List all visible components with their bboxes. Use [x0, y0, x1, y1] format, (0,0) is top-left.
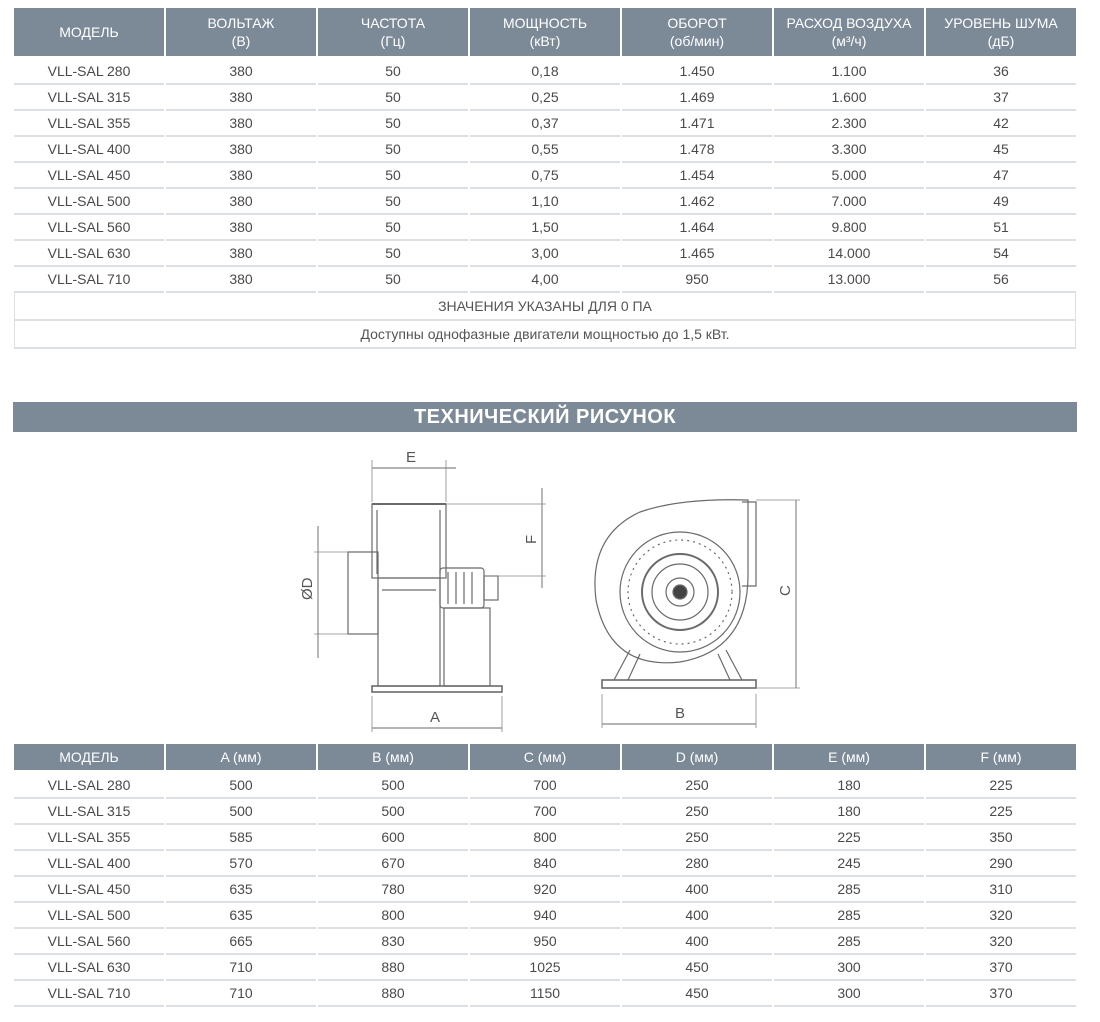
value-cell: 50	[318, 267, 468, 293]
spec-table-row	[14, 59, 1076, 85]
value-cell: 380	[166, 241, 316, 267]
spec-table-row	[14, 85, 1076, 111]
value-cell: 290	[926, 851, 1076, 877]
value-cell: 4,00	[470, 267, 620, 293]
value-cell: 0,75	[470, 163, 620, 189]
value-cell: 225	[926, 799, 1076, 825]
value-cell: 1025	[470, 955, 620, 981]
spec-note-single-phase: Доступны однофазные двигатели мощностью до 1,5 кВт.	[14, 321, 1076, 349]
spec-header-airflow: РАСХОД ВОЗДУХА (м³/ч)	[774, 8, 924, 59]
dim-table-row	[14, 955, 1076, 981]
value-cell: 880	[318, 981, 468, 1007]
value-cell: 400	[622, 903, 772, 929]
spec-header-row	[14, 8, 1076, 59]
dimensions-table	[12, 744, 1078, 1007]
fan-side-view	[314, 460, 546, 732]
spec-header-frequency: ЧАСТОТА (Гц)	[318, 8, 468, 59]
value-cell: 50	[318, 163, 468, 189]
model-cell: VLL-SAL 280	[14, 59, 164, 85]
model-cell: VLL-SAL 400	[14, 137, 164, 163]
spec-table-row	[14, 267, 1076, 293]
value-cell: 370	[926, 981, 1076, 1007]
value-cell: 570	[166, 851, 316, 877]
value-cell: 780	[318, 877, 468, 903]
model-cell: VLL-SAL 500	[14, 189, 164, 215]
dim-table-row	[14, 799, 1076, 825]
value-cell: 250	[622, 825, 772, 851]
model-cell: VLL-SAL 500	[14, 903, 164, 929]
value-cell: 45	[926, 137, 1076, 163]
dim-table-row	[14, 903, 1076, 929]
value-cell: 14.000	[774, 241, 924, 267]
value-cell: 50	[318, 215, 468, 241]
value-cell: 180	[774, 773, 924, 799]
spec-header-model: МОДЕЛЬ	[14, 8, 164, 59]
spec-header-rpm: ОБОРОТ (об/мин)	[622, 8, 772, 59]
value-cell: 250	[622, 799, 772, 825]
spec-table-row	[14, 137, 1076, 163]
fan-front-view	[595, 500, 800, 728]
value-cell: 950	[622, 267, 772, 293]
dim-table-row	[14, 825, 1076, 851]
value-cell: 5.000	[774, 163, 924, 189]
value-cell: 1,50	[470, 215, 620, 241]
value-cell: 280	[622, 851, 772, 877]
value-cell: 50	[318, 137, 468, 163]
value-cell: 320	[926, 929, 1076, 955]
value-cell: 245	[774, 851, 924, 877]
value-cell: 920	[470, 877, 620, 903]
value-cell: 0,25	[470, 85, 620, 111]
dim-header-d: D (мм)	[622, 744, 772, 773]
value-cell: 500	[318, 799, 468, 825]
value-cell: 940	[470, 903, 620, 929]
value-cell: 225	[926, 773, 1076, 799]
value-cell: 49	[926, 189, 1076, 215]
value-cell: 1,10	[470, 189, 620, 215]
spec-header-noise: УРОВЕНЬ ШУМА (дБ)	[926, 8, 1076, 59]
value-cell: 37	[926, 85, 1076, 111]
value-cell: 450	[622, 981, 772, 1007]
value-cell: 710	[166, 981, 316, 1007]
value-cell: 370	[926, 955, 1076, 981]
value-cell: 380	[166, 267, 316, 293]
spec-table-row	[14, 163, 1076, 189]
value-cell: 0,18	[470, 59, 620, 85]
model-cell: VLL-SAL 710	[14, 267, 164, 293]
value-cell: 1150	[470, 981, 620, 1007]
value-cell: 880	[318, 955, 468, 981]
model-cell: VLL-SAL 710	[14, 981, 164, 1007]
spec-header-voltage: ВОЛЬТАЖ (В)	[166, 8, 316, 59]
value-cell: 830	[318, 929, 468, 955]
value-cell: 42	[926, 111, 1076, 137]
value-cell: 1.454	[622, 163, 772, 189]
value-cell: 1.462	[622, 189, 772, 215]
value-cell: 250	[622, 773, 772, 799]
value-cell: 13.000	[774, 267, 924, 293]
value-cell: 285	[774, 903, 924, 929]
model-cell: VLL-SAL 450	[14, 163, 164, 189]
value-cell: 320	[926, 903, 1076, 929]
value-cell: 47	[926, 163, 1076, 189]
value-cell: 400	[622, 877, 772, 903]
dim-header-b: B (мм)	[318, 744, 468, 773]
value-cell: 1.478	[622, 137, 772, 163]
value-cell: 1.600	[774, 85, 924, 111]
value-cell: 50	[318, 189, 468, 215]
value-cell: 51	[926, 215, 1076, 241]
dim-table-row	[14, 929, 1076, 955]
technical-drawing-title: ТЕХНИЧЕСКИЙ РИСУНОК	[13, 402, 1077, 432]
model-cell: VLL-SAL 450	[14, 877, 164, 903]
dimension-label-e: E	[406, 449, 417, 466]
value-cell: 950	[470, 929, 620, 955]
value-cell: 635	[166, 903, 316, 929]
value-cell: 7.000	[774, 189, 924, 215]
value-cell: 0,37	[470, 111, 620, 137]
dim-table-row	[14, 851, 1076, 877]
value-cell: 635	[166, 877, 316, 903]
value-cell: 9.800	[774, 215, 924, 241]
value-cell: 380	[166, 59, 316, 85]
value-cell: 665	[166, 929, 316, 955]
value-cell: 1.450	[622, 59, 772, 85]
dimension-label-d: ØD	[299, 577, 316, 600]
spec-note-row	[14, 293, 1076, 321]
value-cell: 800	[470, 825, 620, 851]
value-cell: 450	[622, 955, 772, 981]
dim-header-model: МОДЕЛЬ	[14, 744, 164, 773]
model-cell: VLL-SAL 315	[14, 85, 164, 111]
spec-header-power: МОЩНОСТЬ (кВт)	[470, 8, 620, 59]
dim-table-row	[14, 877, 1076, 903]
dim-header-c: C (мм)	[470, 744, 620, 773]
value-cell: 600	[318, 825, 468, 851]
value-cell: 285	[774, 929, 924, 955]
fan-technical-drawing	[280, 440, 820, 740]
spec-table-row	[14, 189, 1076, 215]
value-cell: 1.471	[622, 111, 772, 137]
value-cell: 0,55	[470, 137, 620, 163]
value-cell: 670	[318, 851, 468, 877]
dim-header-e: E (мм)	[774, 744, 924, 773]
value-cell: 840	[470, 851, 620, 877]
dim-header-row	[14, 744, 1076, 773]
value-cell: 700	[470, 773, 620, 799]
dimension-label-f: F	[523, 534, 540, 544]
value-cell: 285	[774, 877, 924, 903]
value-cell: 500	[166, 799, 316, 825]
value-cell: 380	[166, 111, 316, 137]
dimension-label-b: B	[675, 705, 686, 722]
value-cell: 50	[318, 85, 468, 111]
model-cell: VLL-SAL 400	[14, 851, 164, 877]
spec-note-pressure: ЗНАЧЕНИЯ УКАЗАНЫ ДЛЯ 0 ПА	[14, 293, 1076, 321]
spec-table-body	[14, 59, 1076, 293]
value-cell: 50	[318, 111, 468, 137]
spec-note-row	[14, 321, 1076, 349]
spec-table-row	[14, 241, 1076, 267]
model-cell: VLL-SAL 560	[14, 929, 164, 955]
value-cell: 1.464	[622, 215, 772, 241]
dim-header-a: A (мм)	[166, 744, 316, 773]
value-cell: 50	[318, 241, 468, 267]
value-cell: 54	[926, 241, 1076, 267]
value-cell: 1.100	[774, 59, 924, 85]
value-cell: 500	[318, 773, 468, 799]
value-cell: 500	[166, 773, 316, 799]
model-cell: VLL-SAL 280	[14, 773, 164, 799]
value-cell: 700	[470, 799, 620, 825]
value-cell: 350	[926, 825, 1076, 851]
value-cell: 36	[926, 59, 1076, 85]
dimension-label-c: C	[777, 585, 794, 596]
spec-table-row	[14, 111, 1076, 137]
model-cell: VLL-SAL 315	[14, 799, 164, 825]
value-cell: 380	[166, 163, 316, 189]
value-cell: 800	[318, 903, 468, 929]
value-cell: 380	[166, 189, 316, 215]
value-cell: 400	[622, 929, 772, 955]
value-cell: 300	[774, 981, 924, 1007]
dim-header-f: F (мм)	[926, 744, 1076, 773]
value-cell: 3,00	[470, 241, 620, 267]
value-cell: 380	[166, 85, 316, 111]
value-cell: 1.465	[622, 241, 772, 267]
model-cell: VLL-SAL 630	[14, 241, 164, 267]
dim-table-body	[14, 773, 1076, 1007]
spec-table-row	[14, 215, 1076, 241]
value-cell: 56	[926, 267, 1076, 293]
value-cell: 380	[166, 137, 316, 163]
model-cell: VLL-SAL 630	[14, 955, 164, 981]
value-cell: 300	[774, 955, 924, 981]
model-cell: VLL-SAL 355	[14, 111, 164, 137]
dim-table-row	[14, 981, 1076, 1007]
value-cell: 180	[774, 799, 924, 825]
model-cell: VLL-SAL 355	[14, 825, 164, 851]
specifications-table	[12, 8, 1078, 349]
value-cell: 310	[926, 877, 1076, 903]
value-cell: 2.300	[774, 111, 924, 137]
value-cell: 585	[166, 825, 316, 851]
dim-table-row	[14, 773, 1076, 799]
value-cell: 50	[318, 59, 468, 85]
dimension-label-a: A	[430, 709, 441, 726]
value-cell: 710	[166, 955, 316, 981]
value-cell: 3.300	[774, 137, 924, 163]
value-cell: 1.469	[622, 85, 772, 111]
model-cell: VLL-SAL 560	[14, 215, 164, 241]
value-cell: 225	[774, 825, 924, 851]
value-cell: 380	[166, 215, 316, 241]
